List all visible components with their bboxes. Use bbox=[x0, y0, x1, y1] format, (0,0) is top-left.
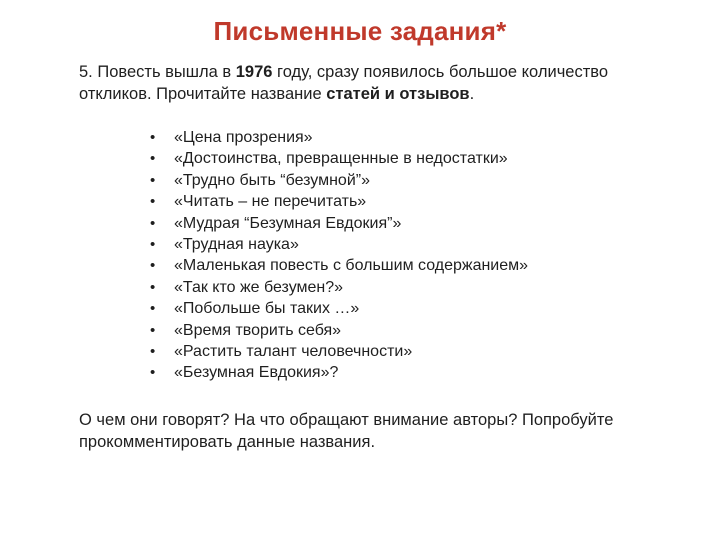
bullet-icon: • bbox=[150, 342, 156, 360]
intro-text-start: 5. Повесть вышла в bbox=[79, 63, 236, 81]
intro-emphasis: статей и отзывов bbox=[326, 85, 470, 103]
list-item bbox=[150, 127, 528, 148]
review-title: «Побольше бы таких …» bbox=[174, 300, 360, 318]
bullet-icon: • bbox=[150, 257, 156, 275]
list-item bbox=[150, 362, 528, 383]
list-item bbox=[150, 213, 528, 234]
review-titles-list bbox=[150, 127, 528, 384]
list-item bbox=[150, 191, 528, 212]
list-item bbox=[150, 234, 528, 255]
review-title: «Достоинства, превращенные в недостатки» bbox=[174, 150, 508, 168]
task-intro bbox=[79, 61, 679, 105]
bullet-icon: • bbox=[150, 364, 156, 382]
bullet-icon: • bbox=[150, 321, 156, 339]
bullet-icon: • bbox=[150, 129, 156, 146]
review-title: «Время творить себя» bbox=[174, 321, 342, 339]
slide-title: Письменные задания* bbox=[213, 16, 507, 46]
list-item bbox=[150, 341, 528, 362]
review-title: «Трудная наука» bbox=[174, 235, 299, 253]
review-title: «Мудрая “Безумная Евдокия”» bbox=[174, 214, 402, 232]
review-title: «Трудно быть “безумной”» bbox=[174, 171, 370, 189]
intro-text-end: . bbox=[469, 85, 475, 103]
bullet-icon: • bbox=[150, 235, 156, 253]
list-item bbox=[150, 148, 528, 169]
list-item bbox=[150, 277, 528, 298]
bullet-icon: • bbox=[150, 171, 156, 189]
bullet-icon: • bbox=[150, 193, 156, 211]
closing-question: О чем они говорят? На что обращают внимание авторы? Попробуйте прокомментировать данные названия. bbox=[79, 411, 614, 451]
list-item bbox=[150, 170, 528, 191]
review-title: «Маленькая повесть с большим содержанием» bbox=[174, 257, 529, 275]
list-item bbox=[150, 255, 528, 276]
review-title: «Растить талант человечности» bbox=[174, 342, 413, 360]
review-title: «Цена прозрения» bbox=[174, 129, 313, 146]
bullet-icon: • bbox=[150, 278, 156, 296]
bullet-icon: • bbox=[150, 214, 156, 232]
bullet-icon: • bbox=[150, 150, 156, 168]
list-item bbox=[150, 298, 528, 319]
review-title: «Безумная Евдокия»? bbox=[174, 364, 339, 382]
review-title: «Так кто же безумен?» bbox=[174, 278, 344, 296]
review-title: «Читать – не перечитать» bbox=[174, 193, 367, 211]
list-item bbox=[150, 320, 528, 341]
bullet-icon: • bbox=[150, 300, 156, 318]
intro-year: 1976 bbox=[235, 63, 273, 81]
intro-text-middle: году, сразу появилось большое количество откликов. Прочитайте название bbox=[79, 63, 609, 103]
